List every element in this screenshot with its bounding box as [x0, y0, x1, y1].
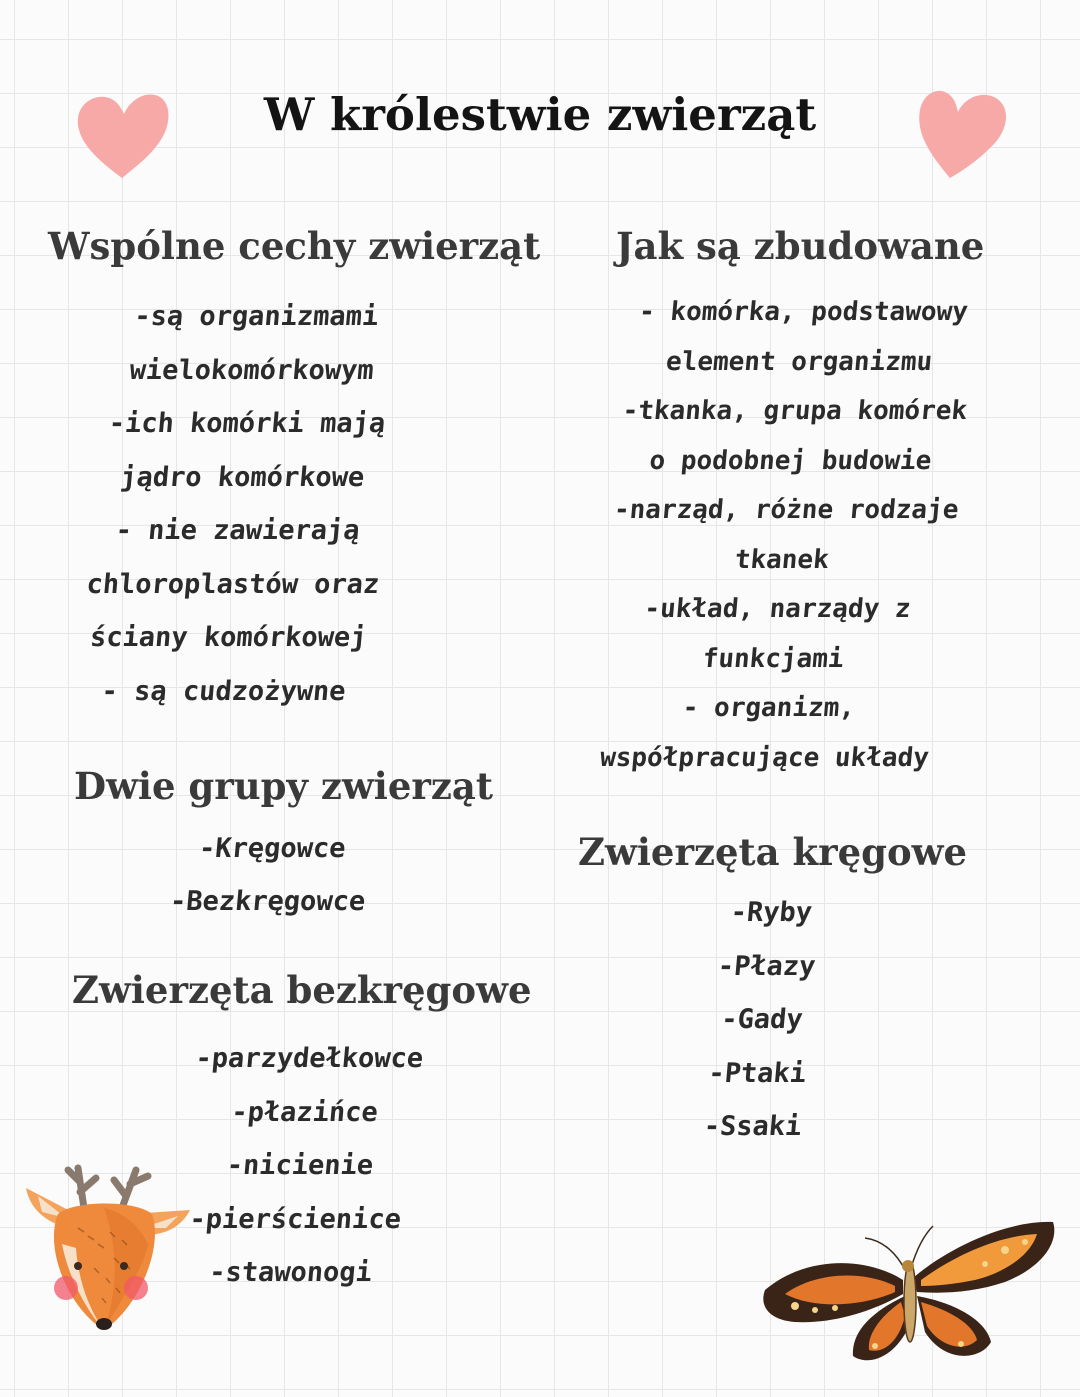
section-title-common: Wspólne cechy zwierząt: [48, 224, 541, 268]
list-item: -Ptaki: [707, 1057, 808, 1089]
list-item: -płazińce: [230, 1096, 380, 1128]
list-item: - nie zawierają: [114, 515, 361, 546]
list-item: -są organizmami: [133, 301, 380, 332]
list-item: ściany komórkowej: [88, 622, 368, 653]
list-item: jądro komórkowe: [119, 461, 366, 493]
list-item: -nicienie: [225, 1150, 375, 1181]
animal-groups-list: [115, 822, 424, 928]
list-item: -ich komórki mają: [107, 408, 387, 439]
structure-list: [572, 288, 995, 783]
list-item: -układ, narządy z: [643, 594, 912, 624]
list-item: - organizm,: [681, 693, 857, 723]
vertebrates-list: [650, 886, 873, 1154]
list-item: -Ryby: [729, 897, 814, 928]
list-item: -Gady: [720, 1004, 805, 1035]
list-item: o podobnej budowie: [648, 445, 933, 476]
section-title-invertebrates: Zwierzęta bezkręgowe: [72, 968, 532, 1012]
list-item: chloroplastów oraz: [85, 568, 381, 600]
list-item: -Płazy: [716, 950, 817, 982]
list-item: funkcjami: [701, 643, 845, 674]
list-item: -parzydełkowce: [194, 1043, 425, 1074]
list-item: -stawonogi: [208, 1257, 374, 1288]
list-item: wielokomórkowym: [128, 354, 376, 386]
list-item: tkanek: [733, 544, 831, 575]
section-title-groups: Dwie grupy zwierząt: [74, 764, 493, 808]
deer-illustration: [18, 1148, 198, 1338]
common-features-list: [61, 290, 418, 718]
section-title-structure: Jak są zbudowane: [616, 224, 985, 268]
list-item: -pierścienice: [188, 1203, 403, 1235]
list-item: -Ssaki: [702, 1111, 803, 1142]
list-item: -narząd, różne rodzaje: [612, 495, 960, 525]
section-title-vertebrates: Zwierzęta kręgowe: [578, 830, 968, 874]
list-item: współpracujące układy: [598, 742, 931, 773]
list-item: element organizmu: [664, 346, 934, 377]
list-item: -Bezkręgowce: [168, 886, 367, 917]
list-item: -tkanka, grupa komórek: [621, 396, 969, 426]
list-item: - komórka, podstawowy: [637, 297, 970, 327]
page-title: W królestwie zwierząt: [263, 88, 817, 141]
butterfly-illustration: [755, 1210, 1060, 1370]
list-item: - są cudzożywne: [100, 675, 347, 707]
list-item: -Kręgowce: [197, 833, 347, 864]
